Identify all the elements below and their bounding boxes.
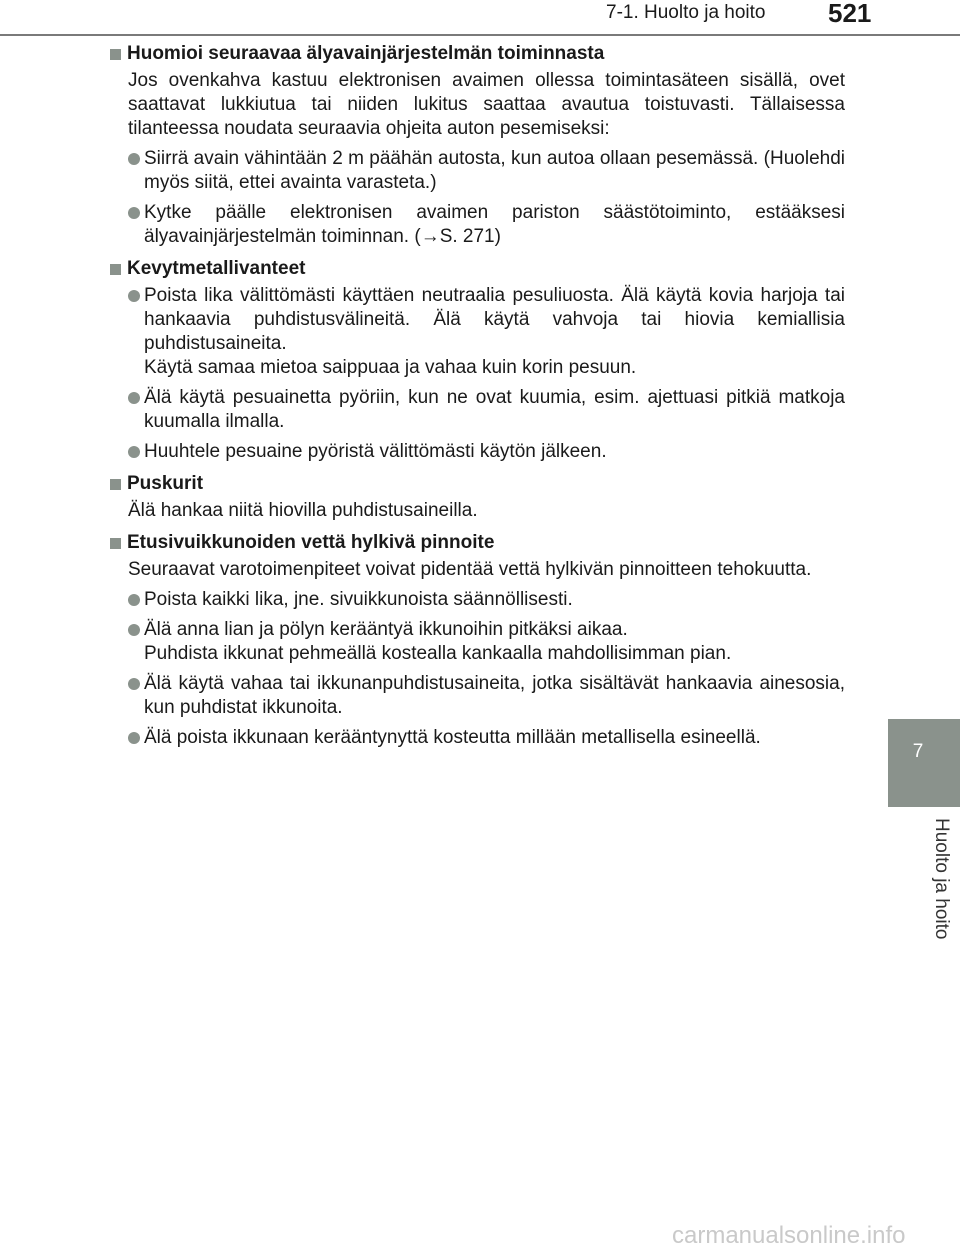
- bullet-item-text: [144, 147, 845, 195]
- bullet-item: [128, 726, 845, 750]
- bullet-item-text: [144, 726, 845, 750]
- section-heading: [110, 472, 845, 496]
- section-paragraph: Älä hankaa niitä hiovilla puhdistusaineilla.: [128, 500, 478, 521]
- bullet-item-line: Käytä samaa mietoa saippuaa ja vahaa kuin korin pesuun.: [144, 357, 637, 378]
- bullet-item-text: [144, 201, 845, 249]
- section-heading: [110, 531, 845, 555]
- bullet-item-text: [144, 672, 845, 720]
- section-heading: [110, 42, 845, 66]
- section-heading: [110, 257, 845, 281]
- bullet-item-line: Poista kaikki lika, jne. sivuikkunoista säännöllisesti.: [144, 589, 573, 610]
- round-bullet-icon: [128, 624, 140, 636]
- section-heading-text: Etusivuikkunoiden vettä hylkivä pinnoite: [127, 532, 495, 553]
- section-heading-text: Kevytmetallivanteet: [127, 258, 306, 279]
- round-bullet-icon: [128, 207, 140, 219]
- square-bullet-icon: [110, 479, 121, 490]
- round-bullet-icon: [128, 153, 140, 165]
- round-bullet-icon: [128, 290, 140, 302]
- section: [110, 472, 845, 523]
- bullet-item: [128, 147, 845, 195]
- round-bullet-icon: [128, 594, 140, 606]
- bullet-item-line: Älä poista ikkunaan kerääntynyttä kosteutta millään metallisella esineellä.: [144, 727, 761, 748]
- section: [110, 42, 845, 249]
- round-bullet-icon: [128, 446, 140, 458]
- header-section-title: 7-1. Huolto ja hoito: [606, 2, 766, 23]
- page-content: [110, 42, 845, 758]
- chapter-tab-number: 7: [912, 741, 924, 762]
- section: [110, 257, 845, 464]
- section-heading-text: Huomioi seuraavaa älyavainjärjestelmän toiminnasta: [127, 43, 605, 64]
- bullet-item-line: Poista lika välittömästi käyttäen neutraalia pesuliuosta. Älä käytä kovia harjoja tai hankaavia puhdistusvälineitä. Älä käytä vahvoja tai hiovia kemiallisia puhdistusaineita.: [144, 285, 845, 354]
- bullet-item: [128, 284, 845, 380]
- square-bullet-icon: [110, 538, 121, 549]
- bullet-item-text: [144, 386, 845, 434]
- chapter-tab-label: Huolto ja hoito: [931, 818, 952, 940]
- bullet-item: [128, 201, 845, 249]
- square-bullet-icon: [110, 264, 121, 275]
- bullet-item-text: [144, 618, 845, 666]
- section-heading-text: Puskurit: [127, 473, 204, 494]
- bullet-item: [128, 588, 845, 612]
- bullet-item-line: Älä anna lian ja pölyn kerääntyä ikkunoihin pitkäksi aikaa.: [144, 619, 628, 640]
- bullet-item-line: Puhdista ikkunat pehmeällä kostealla kankaalla mahdollisimman pian.: [144, 643, 732, 664]
- section-paragraph: Jos ovenkahva kastuu elektronisen avaimen ollessa toimintasäteen sisällä, ovet saattavat lukkiutua tai niiden lukitus saattaa avautua toistuvasti. Tällaisessa tilanteessa noudata seuraavia ohjeita auton pesemiseksi:: [128, 70, 845, 139]
- round-bullet-icon: [128, 678, 140, 690]
- page-number: 521: [828, 0, 872, 28]
- bullet-item-line: Älä käytä pesuainetta pyöriin, kun ne ovat kuumia, esim. ajettuasi pitkiä matkoja kuumalla ilmalla.: [144, 387, 845, 432]
- bullet-item-text: [144, 440, 845, 464]
- bullet-item-line: Huuhtele pesuaine pyöristä välittömästi käytön jälkeen.: [144, 441, 607, 462]
- bullet-item: [128, 672, 845, 720]
- section: [110, 531, 845, 750]
- bullet-item-line: Siirrä avain vähintään 2 m päähän autosta, kun autoa ollaan pesemässä. (Huolehdi myös siitä, ettei avainta varasteta.): [144, 148, 845, 193]
- section-paragraph: Seuraavat varotoimenpiteet voivat pidentää vettä hylkivän pinnoitteen tehokuutta.: [128, 559, 812, 580]
- bullet-item: [128, 618, 845, 666]
- bullet-item-text: [144, 588, 845, 612]
- header-divider: [0, 34, 960, 36]
- round-bullet-icon: [128, 732, 140, 744]
- bullet-item: [128, 386, 845, 434]
- bullet-item: [128, 440, 845, 464]
- chapter-tab: [888, 719, 960, 807]
- bullet-item-text: [144, 284, 845, 380]
- bullet-item-line: Älä käytä vahaa tai ikkunanpuhdistusaineita, jotka sisältävät hankaavia ainesosia, kun puhdistat ikkunoita.: [144, 673, 845, 718]
- square-bullet-icon: [110, 49, 121, 60]
- watermark: carmanualsonline.info: [672, 1222, 906, 1249]
- bullet-item-line: Kytke päälle elektronisen avaimen pariston säästötoiminto, estääksesi älyavainjärjestelmän toiminnan. (→S. 271): [144, 202, 845, 247]
- round-bullet-icon: [128, 392, 140, 404]
